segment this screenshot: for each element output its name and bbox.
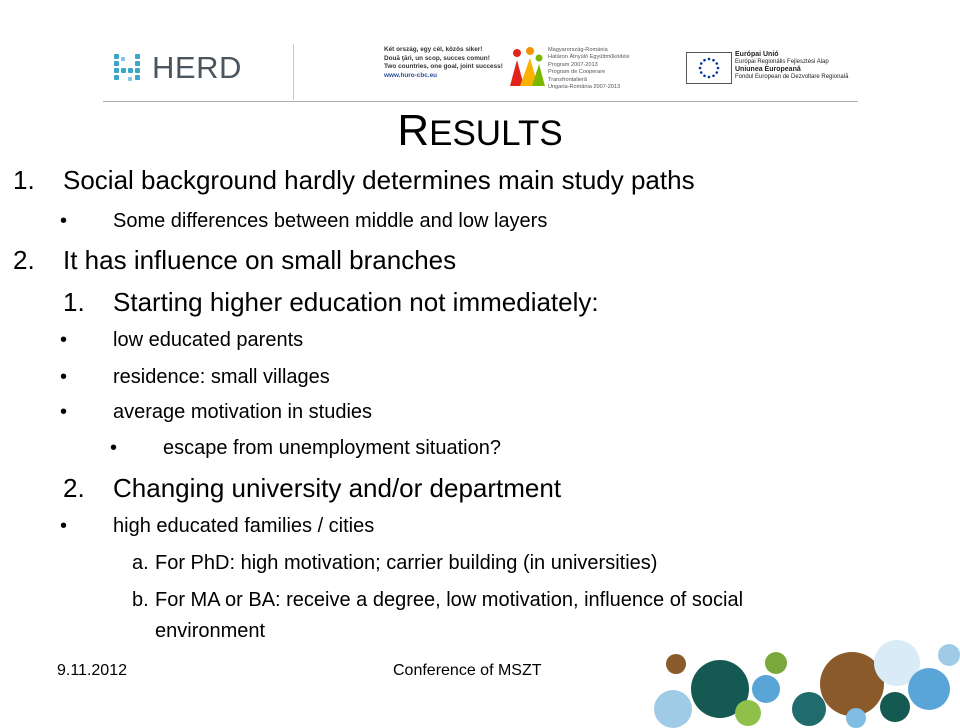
huro-line: Program de Cooperare xyxy=(548,69,606,76)
list-marker: 2. xyxy=(13,245,35,275)
list-item xyxy=(110,437,501,460)
list-marker: b. xyxy=(132,589,149,611)
eu-text xyxy=(735,51,865,81)
eu-star-icon xyxy=(712,74,715,77)
list-text: average motivation in studies xyxy=(113,401,373,423)
huro-line: Ungaria-România 2007-2013 xyxy=(548,84,621,91)
header-rule xyxy=(103,101,858,102)
list-item xyxy=(60,210,548,233)
list-marker: • xyxy=(60,401,68,423)
eu-star-icon xyxy=(712,59,715,62)
list-item xyxy=(60,366,330,389)
list-marker: 1. xyxy=(13,165,35,195)
eu-line: Fondul European de Dezvoltare Regională xyxy=(735,73,849,80)
huro-line: Transfrontalieră xyxy=(548,76,587,83)
list-marker: • xyxy=(60,515,68,537)
slogan-line: Două ţări, un scop, succes comun! xyxy=(384,54,490,62)
list-marker: • xyxy=(60,366,68,388)
eu-star-icon xyxy=(708,76,711,79)
footer-date: 9.11.2012 xyxy=(57,662,127,679)
bubble-icon xyxy=(666,654,686,674)
eu-star-icon xyxy=(699,67,702,70)
bubble-icon xyxy=(735,700,761,726)
eu-line: Európai Regionális Fejlesztési Alap xyxy=(735,58,829,65)
eu-star-icon xyxy=(715,62,718,65)
herd-logo-mark-icon xyxy=(112,48,152,90)
footer-conference: Conference of MSZT xyxy=(393,662,542,679)
list-text: It has influence on small branches xyxy=(63,245,457,275)
huro-line: Határon Átnyúló Együttműködési xyxy=(548,54,630,61)
list-item xyxy=(60,329,304,352)
list-item xyxy=(63,287,599,318)
list-marker: 2. xyxy=(63,473,85,503)
list-item xyxy=(132,552,658,575)
eu-line: Európai Unió xyxy=(735,51,779,58)
eu-star-icon xyxy=(703,74,706,77)
huro-line: Program 2007-2013 xyxy=(548,61,598,68)
list-text: low educated parents xyxy=(113,329,304,351)
header-divider xyxy=(293,44,294,100)
bubble-icon xyxy=(908,668,950,710)
bubble-icon xyxy=(765,652,787,674)
list-text: For PhD: high motivation; carrier building (in universities) xyxy=(155,552,658,574)
list-item xyxy=(132,589,744,612)
huro-logo xyxy=(506,46,546,90)
bubble-icon xyxy=(792,692,826,726)
eu-star-icon xyxy=(700,71,703,74)
eu-star-icon xyxy=(703,59,706,62)
title-initial: R xyxy=(397,106,430,155)
bubble-icon xyxy=(846,708,866,728)
slide-title xyxy=(0,104,960,161)
huro-figures-icon xyxy=(506,46,546,90)
slogan-line: Két ország, egy cél, közös siker! xyxy=(384,46,483,53)
slogan-line: Two countries, one goal, joint success! xyxy=(384,63,503,71)
eu-star-icon xyxy=(708,58,711,61)
list-item xyxy=(13,245,457,276)
list-marker: 1. xyxy=(63,287,85,317)
list-text: Starting higher education not immediately: xyxy=(113,287,599,317)
list-text: residence: small villages xyxy=(113,366,330,388)
list-text: For MA or BA: receive a degree, low motivation, influence of social xyxy=(155,589,744,611)
huro-program-text xyxy=(548,47,678,91)
list-marker: • xyxy=(60,329,68,351)
list-item xyxy=(60,515,375,538)
herd-logo-text: HERD xyxy=(152,50,242,85)
huro-line: Magyarország-Románia xyxy=(548,47,608,53)
list-item xyxy=(13,165,695,196)
bubble-icon xyxy=(752,675,780,703)
slogan-url: www.huro-cbc.eu xyxy=(384,71,438,79)
bubble-icon xyxy=(654,690,692,728)
eu-star-icon xyxy=(700,62,703,65)
eu-star-icon xyxy=(717,67,720,70)
list-item-continuation xyxy=(155,620,265,643)
eu-line: Uniunea Europeană xyxy=(735,66,801,74)
eu-flag-icon xyxy=(686,52,732,84)
list-marker: • xyxy=(60,210,68,232)
huro-slogan xyxy=(384,46,514,80)
list-text: escape from unemployment situation? xyxy=(163,437,501,459)
list-marker: • xyxy=(110,437,118,459)
eu-star-icon xyxy=(715,71,718,74)
title-rest: ESULTS xyxy=(429,114,563,153)
list-marker: a. xyxy=(132,552,149,574)
list-item xyxy=(63,473,562,504)
list-text: Changing university and/or department xyxy=(113,473,562,503)
list-text: high educated families / cities xyxy=(113,515,375,537)
list-text: environment xyxy=(155,620,266,642)
list-item xyxy=(60,401,373,424)
list-text: Social background hardly determines main study paths xyxy=(63,165,695,195)
bubble-icon xyxy=(880,692,910,722)
list-text: Some differences between middle and low layers xyxy=(113,210,548,232)
bubble-icon xyxy=(938,644,960,666)
